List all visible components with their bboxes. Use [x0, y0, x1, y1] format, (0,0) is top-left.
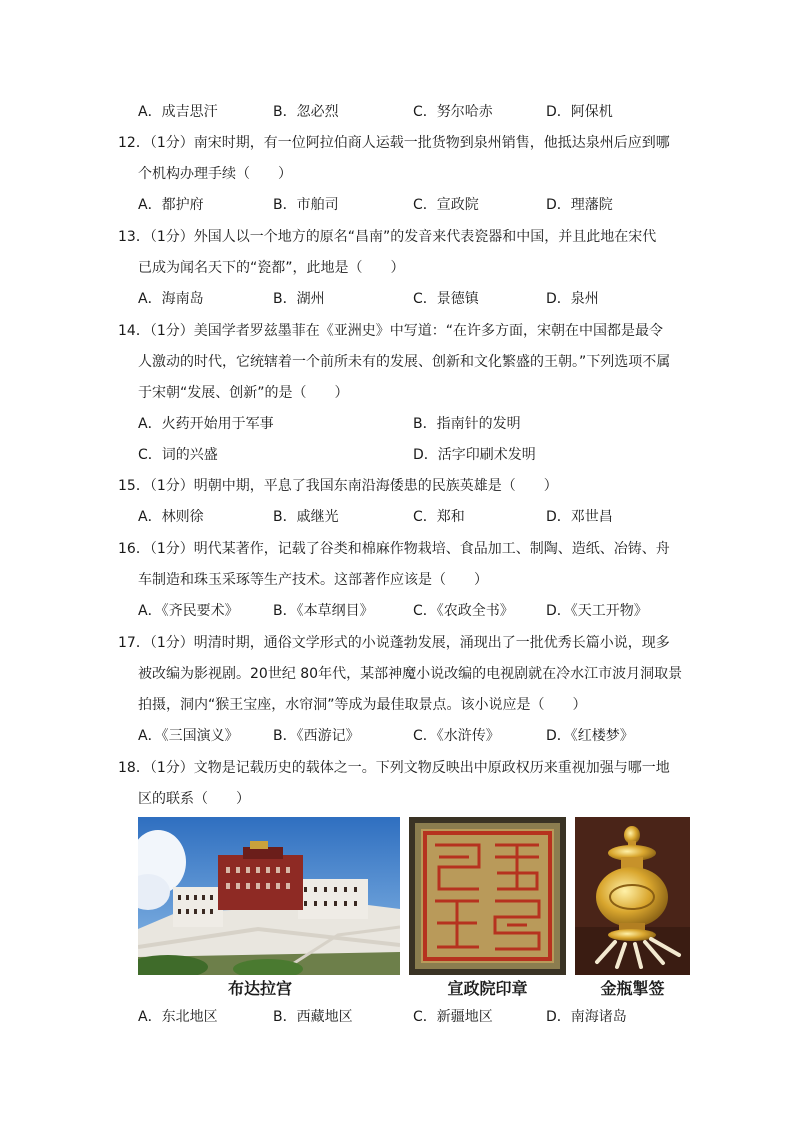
q13-option-a: A．海南岛 [138, 291, 204, 307]
q14-stem-line-1: 14．（1分）美国学者罗兹墨菲在《亚洲史》中写道：“在许多方面，宋朝在中国都是最令 [118, 323, 663, 339]
q12-option-b: B．市舶司 [273, 197, 339, 213]
q12-option-a: A．都护府 [138, 197, 204, 213]
q14-stem-line-2: 人激动的时代，它统辖着一个前所未有的发展、创新和文化繁盛的王朝。”下列选项不属 [138, 354, 671, 370]
q18-stem-line-1: 18．（1分）文物是记载历史的载体之一。下列文物反映出中原政权历来重视加强与哪一地 [118, 760, 670, 776]
q17-stem-line-1: 17．（1分）明清时期，通俗文学形式的小说蓬勃发展，涌现出了一批优秀长篇小说，现多 [118, 635, 670, 651]
q13-option-c: C．景德镇 [413, 291, 479, 307]
q11-option-a: A．成吉思汗 [138, 104, 218, 120]
q15-stem-line-1: 15．（1分）明朝中期，平息了我国东南沿海倭患的民族英雄是（ ） [118, 478, 558, 494]
q13-stem-line-1: 13．（1分）外国人以一个地方的原名“昌南”的发音来代表瓷器和中国，并且此地在宋代 [118, 229, 657, 245]
q14-stem-line-3: 于宋朝“发展、创新”的是（ ） [138, 385, 349, 401]
caption-golden-urn: 金瓶掣签 [600, 979, 665, 998]
q18-option-c: C．新疆地区 [413, 1009, 493, 1025]
q14-option-b: B．指南针的发明 [413, 416, 521, 432]
q18-option-d: D．南海诸岛 [546, 1009, 627, 1025]
xuanzhengyuan-seal-photo [409, 817, 566, 975]
q15-option-b: B．戚继光 [273, 509, 339, 525]
q16-stem-line-1: 16．（1分）明代某著作，记载了谷类和棉麻作物栽培、食品加工、制陶、造纸、冶铸、舟 [118, 541, 670, 557]
golden-urn-photo [575, 817, 690, 975]
q15-option-d: D．邓世昌 [546, 509, 613, 525]
q11-option-b: B．忽必烈 [273, 104, 339, 120]
q17-option-d: D．《红楼梦》 [546, 728, 634, 744]
q18-option-a: A．东北地区 [138, 1009, 218, 1025]
q15-option-a: A．林则徐 [138, 509, 204, 525]
q12-stem-line-1: 12．（1分）南宋时期，有一位阿拉伯商人运载一批货物到泉州销售，他抵达泉州后应到哪 [118, 135, 670, 151]
q16-option-d: D．《天工开物》 [546, 603, 648, 619]
q11-option-d: D．阿保机 [546, 104, 613, 120]
q17-option-c: C．《水浒传》 [413, 728, 500, 744]
q12-option-c: C．宣政院 [413, 197, 479, 213]
q13-option-d: D．泉州 [546, 291, 599, 307]
caption-seal: 宣政院印章 [447, 979, 528, 998]
q15-option-c: C．郑和 [413, 509, 465, 525]
q13-stem-line-2: 已成为闻名天下的“瓷都”，此地是（ ） [138, 260, 405, 276]
q18-stem-line-2: 区的联系（ ） [138, 791, 250, 807]
q14-option-d: D．活字印刷术发明 [413, 447, 536, 463]
q14-option-a: A．火药开始用于军事 [138, 416, 274, 432]
q11-option-c: C．努尔哈赤 [413, 104, 493, 120]
q13-option-b: B．湖州 [273, 291, 325, 307]
q17-stem-line-2: 被改编为影视剧。20世纪 80年代，某部神魔小说改编的电视剧就在冷水江市波月洞取景 [138, 666, 683, 682]
q12-option-d: D．理藩院 [546, 197, 613, 213]
q16-option-c: C．《农政全书》 [413, 603, 514, 619]
q17-option-b: B．《西游记》 [273, 728, 360, 744]
q14-option-c: C．词的兴盛 [138, 447, 218, 463]
q17-option-a: A．《三国演义》 [138, 728, 239, 744]
q17-stem-line-3: 拍摄，洞内“猴王宝座，水帘洞”等成为最佳取景点。该小说应是（ ） [138, 697, 587, 713]
potala-palace-photo [138, 817, 400, 975]
q16-stem-line-2: 车制造和珠玉采琢等生产技术。这部著作应该是（ ） [138, 572, 488, 588]
q18-option-b: B．西藏地区 [273, 1009, 353, 1025]
q16-option-b: B．《本草纲目》 [273, 603, 374, 619]
q12-stem-line-2: 个机构办理手续（ ） [138, 166, 292, 182]
caption-potala-palace: 布达拉宫 [227, 979, 292, 998]
q16-option-a: A．《齐民要术》 [138, 603, 239, 619]
